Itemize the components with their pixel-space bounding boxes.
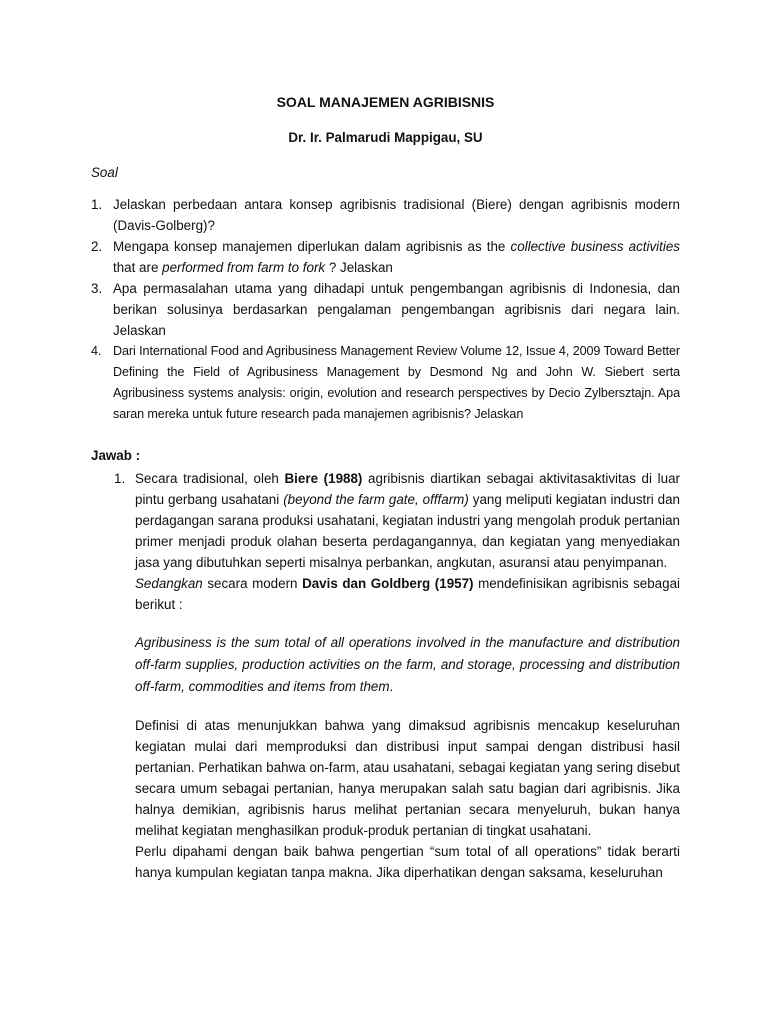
document-title: SOAL MANAJEMEN AGRIBISNIS: [276, 94, 495, 110]
question-text: Apa permasalahan utama yang dihadapi untuk pengembangan agribisnis di Indonesia, dan berikan solusinya berdasarkan pengalaman pengembangan agribisnis dari negara lain. Jelaskan: [113, 281, 680, 338]
author-name: Dr. Ir. Palmarudi Mappigau, SU: [288, 130, 483, 145]
definisi-paragraph: Definisi di atas menunjukkan bahwa yang dimaksud agribisnis mencakup keseluruhan kegiatan mulai dari memproduksi dan distribusi input sampai dengan distribusi hasil pertanian. Perhatikan bahwa on-farm, atau usahatani, sebagai kegiatan yang sering disebut secara umum sebagai pertanian, hanya merupakan salah satu bagian dari agribisnis. Jika halnya demikian, agribisnis harus melihat pertanian secara menyeluruh, bukan hanya melihat kegiatan menghasilkan produk-produk pertanian di tingkat usahatani.: [135, 718, 680, 838]
soal-heading: Soal: [91, 165, 118, 180]
question-text: Jelaskan perbedaan antara konsep agribisnis tradisional (Biere) dengan agribisnis modern (Davis-Golberg)?: [113, 197, 680, 233]
question-text: Dari International Food and Agribusiness Management Review Volume 12, Issue 4, 2009 Toward Better Defining the Field of Agribusiness Management by Desmond Ng and John W. Siebert serta Agribusiness systems analysis: origin, evolution and research perspectives by Decio Zylbersztajn. Apa saran mereka untuk future research pada manajemen agribisnis? Jelaskan: [113, 344, 680, 421]
question-item: [91, 194, 680, 236]
question-item: [91, 278, 680, 341]
question-item: [91, 341, 680, 425]
sedangkan-paragraph: Sedangkan secara modern Davis dan Goldberg (1957) mendefinisikan agribisnis sebagai berikut :: [135, 576, 680, 612]
perlu-paragraph: Perlu dipahami dengan baik bahwa pengertian “sum total of all operations” tidak berarti hanya kumpulan kegiatan tanpa makna. Jika diperhatikan dengan saksama, keseluruhan: [135, 844, 680, 880]
question-number: 1.: [91, 197, 103, 212]
question-number: 4.: [91, 344, 102, 358]
answer-item: [91, 468, 680, 573]
definition-quote: Agribusiness is the sum total of all operations involved in the manufacture and distribution off-farm supplies, production activities on the farm, and storage, processing and distribution off-farm, commodities and items from them.: [135, 635, 680, 694]
question-number: 2.: [91, 239, 103, 254]
question-item: [91, 236, 680, 278]
answer-text: Secara tradisional, oleh Biere (1988) agribisnis diartikan sebagai aktivitasaktivitas di luar pintu gerbang usahatani (beyond the farm gate, offfarm) yang meliputi kegiatan industri dan perdagangan sarana produksi usahatani, kegiatan industri yang mengolah produk pertanian primer menjadi produk olahan beserta perdagangannya, dan kegiatan yang menyediakan jasa yang dibutuhkan seperti misalnya perbankan, angkutan, asuransi atau penyimpanan.: [135, 471, 680, 570]
jawab-heading: Jawab :: [91, 448, 141, 463]
question-number: 3.: [91, 281, 103, 296]
question-list: [91, 194, 680, 425]
question-text: Mengapa konsep manajemen diperlukan dalam agribisnis as the collective business activities that are performed from farm to fork ? Jelaskan: [113, 239, 681, 275]
answer-number: 1.: [114, 471, 126, 486]
